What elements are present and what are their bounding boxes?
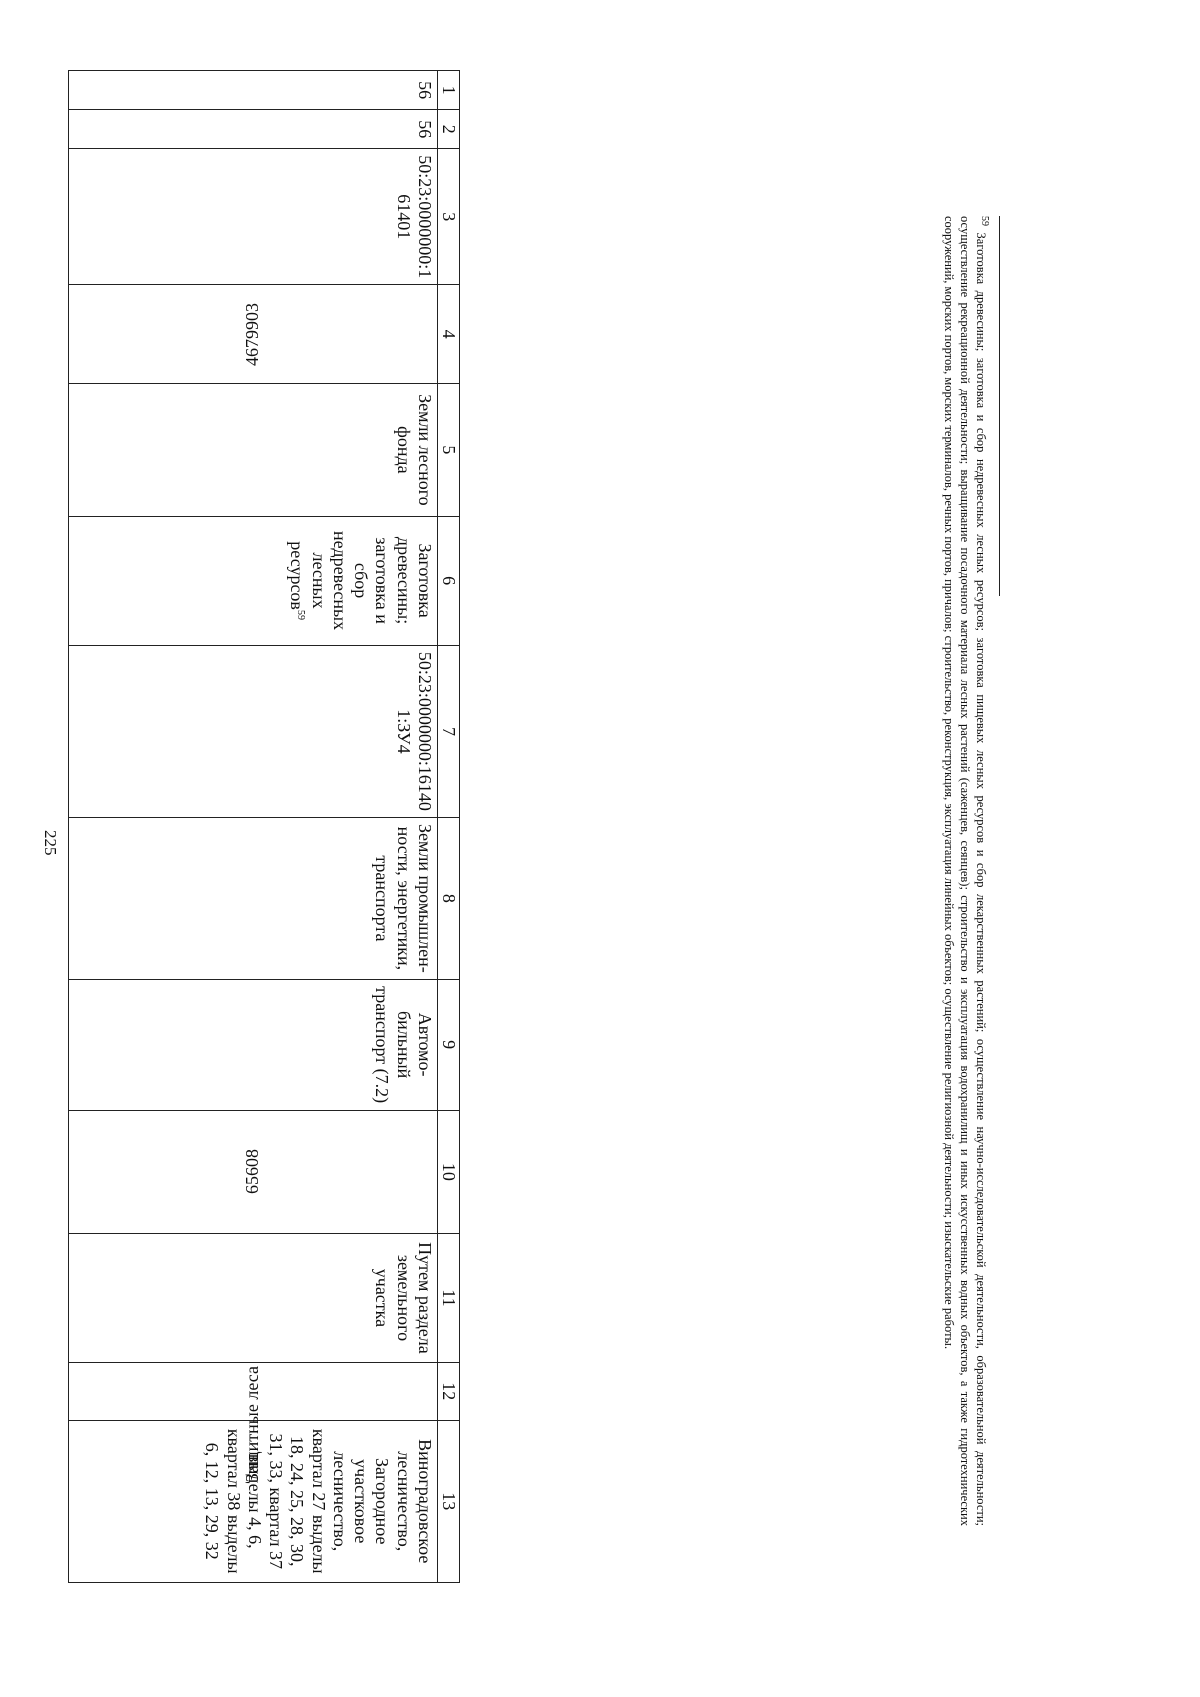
forest-category-value: Защитные леса xyxy=(242,1365,263,1483)
column-header-8: 8 xyxy=(437,818,459,979)
column-header-7: 7 xyxy=(437,645,459,818)
cell-formation-method: Путем раздела земельного участка xyxy=(69,1233,438,1362)
land-plot-table xyxy=(68,70,460,1583)
cell-forest-category xyxy=(69,1362,438,1483)
column-header-1: 1 xyxy=(437,71,459,110)
footnote-text: Заготовка древесины; заготовка и сбор недревесных лесных ресурсов; заготовка пищевых лесных ресурсов и сбор лекарственных растений; осуществление научно-исследовательской деятельности, образовательной деятельности; осуществление рекреационной деятельности; выращивание посадочного материала лесных растений (саженцев, сеянцев); строительство и эксплуатация водохранилищ и иных искусственных водных объектов, а также гидротехнических сооружений, морских портов, морских терминалов, речных портов, причалов; строительство, реконструкция, эксплуатация линейных объектов; осуществление религиозной деятельности; изыскательские работы. xyxy=(941,216,988,1527)
footnote xyxy=(941,216,990,1526)
column-header-11: 11 xyxy=(437,1233,459,1362)
table-row xyxy=(69,71,438,1583)
cell-location: Виноградовское лесничество, Загородное участковое лесничество, квартал 27 выделы 18, 24, 25, 28, 30, 31, 33, квартал 37 выделы 4, 6, квартал 38 выделы 6, 12, 13, 29, 32 xyxy=(69,1420,438,1583)
cell-cadastral-number: 50:23:0000000:161401 xyxy=(69,149,438,285)
column-header-5: 5 xyxy=(437,384,459,516)
page-number: 225 xyxy=(41,830,60,856)
permitted-use-text: Заготовка древесины; заготовка и сбор недревесных лесных ресурсов xyxy=(287,531,435,631)
cell-new-plot-designation: 50:23:0000000:161401:ЗУ4 xyxy=(69,645,438,818)
cell-land-category: Земли лесного фонда xyxy=(69,384,438,516)
footnote-reference: 59 xyxy=(295,609,307,620)
footnote-separator xyxy=(999,216,1000,596)
new-area-value: 65608 xyxy=(242,1149,263,1195)
cell-row-number: 56 xyxy=(69,71,438,110)
cell-new-land-category: Земли промышлен-ности, энергетики, транспорта xyxy=(69,818,438,979)
cell-new-permitted-use: Автомо-бильный транспорт (7.2) xyxy=(69,979,438,1110)
column-header-6: 6 xyxy=(437,516,459,645)
column-header-2: 2 xyxy=(437,110,459,149)
table-header-row xyxy=(437,71,459,1583)
cell-new-area xyxy=(69,1110,438,1233)
cell-permitted-use xyxy=(69,516,438,645)
cell-area-total xyxy=(69,285,438,384)
column-header-3: 3 xyxy=(437,149,459,285)
cell-plot-number: 56 xyxy=(69,110,438,149)
column-header-9: 9 xyxy=(437,979,459,1110)
column-header-13: 13 xyxy=(437,1420,459,1583)
area-total-value: 4679903 xyxy=(242,302,263,366)
footnote-marker: 59 xyxy=(979,216,990,226)
column-header-4: 4 xyxy=(437,285,459,384)
column-header-10: 10 xyxy=(437,1110,459,1233)
column-header-12: 12 xyxy=(437,1362,459,1420)
